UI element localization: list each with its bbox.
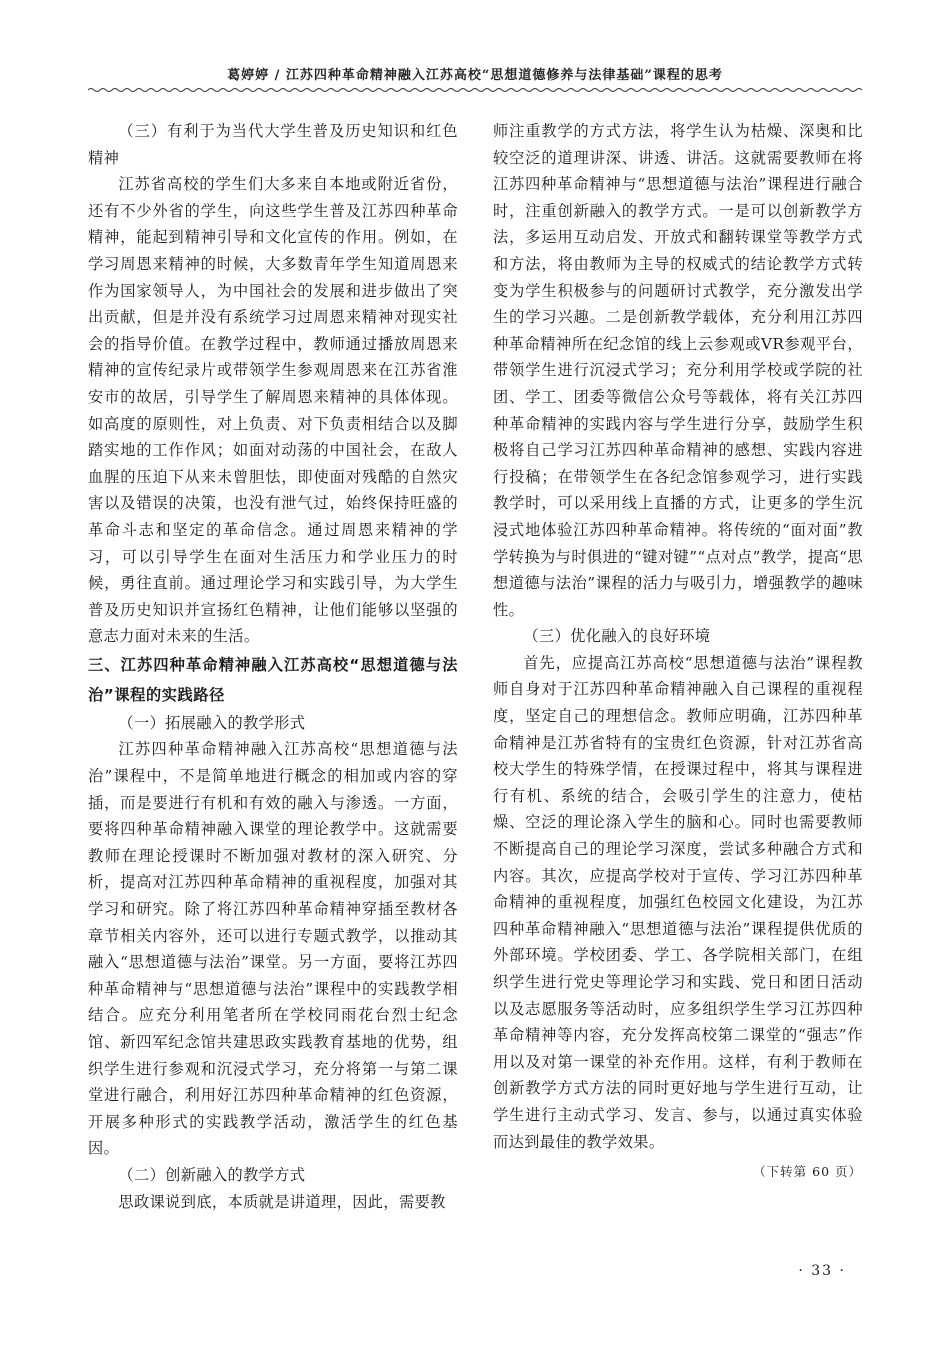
paragraph: 江苏省高校的学生们大多来自本地或附近省份，还有不少外省的学生，向这些学生普及江苏四种革命精神，能起到精神引导和文化宣传的作用。例如，在学习周恩来精神的时候，大多数青年学生知道周恩来作为国家领导人，为中国社会的发展和进步做出了突出贡献，但是并没有系统学习过周恩来精神对现实社会的指导价值。在教学过程中，教师通过播放周恩来精神的宣传纪录片或带领学生参观周恩来在江苏省淮安市的故居，引导学生了解周恩来精神的具体体现。如高度的原则性，对上负责、对下负责相结合以及脚踏实地的工作作风；如面对动荡的中国社会，在敌人血腥的压迫下从来未曾胆怯，即使面对残酷的自然灾害以及错误的决策，也没有泄气过，始终保持旺盛的革命斗志和坚定的革命信念。通过周恩来精神的学习，可以引导学生在面对生活压力和学业压力的时候，勇往直前。通过理论学习和实践引导，为大学生普及历史知识并宣扬红色精神，让他们能够以坚强的意志力面对未来的生活。 — [88, 175, 458, 646]
page-number: · 33 · — [798, 1263, 846, 1279]
paragraph-continued: 师注重教学的方式方法，将学生认为枯燥、深奥和比较空泛的道理讲深、讲透、讲活。这就需要教师在将江苏四种革命精神与“思想道德与法治”课程进行融合时，注重创新融入的教学方式。一是可以创新教学方法，多运用互动启发、开放式和翻转课堂等教学方式和方法，将由教师为主导的权威式的结论教学方式转变为学生积极参与的问题研讨式教学，充分激发出学生的学习兴趣。二是创新教学载体，充分利用江苏四种革命精神所在纪念馆的线上云参观或VR参观平台，带领学生进行沉浸式学习；充分利用学校或学院的社团、学工、团委等微信公众号等载体，将有关江苏四种革命精神的实践内容与学生进行分享，鼓励学生积极将自己学习江苏四种革命精神的感想、实践内容进行投稿；在带领学生在各纪念馆参观学习，进行实践教学时，可以采用线上直播的方式，让更多的学生沉浸式地体验江苏四种革命精神。将传统的“面对面”教学转换为与时俱进的“键对键”“点对点”教学，提高“思想道德与法治”课程的活力与吸引力，增强教学的趣味性。 — [493, 122, 863, 619]
running-header: 葛婷婷 / 江苏四种革命精神融入江苏高校“思想道德修养与法律基础”课程的思考 — [227, 68, 723, 83]
subsection-heading-3b: （三）优化融入的良好环境 — [523, 627, 711, 646]
right-column — [493, 118, 863, 1155]
left-column — [88, 118, 458, 1215]
subsection-heading-1: （一）拓展融入的教学形式 — [118, 713, 306, 732]
subsection-heading-2: （二）创新融入的教学方式 — [118, 1165, 306, 1184]
paragraph: 江苏四种革命精神融入江苏高校“思想道德与法治”课程中，不是简单地进行概念的相加或内容的穿插，而是要进行有机和有效的融入与渗透。一方面，要将四种革命精神融入课堂的理论教学中。这就需要教师在理论授课时不断加强对教材的深入研究、分析，提高对江苏四种革命精神的重视程度，加强对其学习和研究。除了将江苏四种革命精神穿插至教材各章节相关内容外，还可以进行专题式教学，以推动其融入“思想道德与法治”课堂。另一方面，要将江苏四种革命精神与“思想道德与法治”课程中的实践教学相结合。应充分利用笔者所在学校同雨花台烈士纪念馆、新四军纪念馆共建思政实践教育基地的优势，组织学生进行参观和沉浸式学习，充分将第一与第二课堂进行融合，利用好江苏四种革命精神的红色资源，开展多种形式的实践教学活动，激活学生的红色基因。 — [88, 740, 458, 1158]
section-title: 三、江苏四种革命精神融入江苏高校“思想道德与法治”课程的实践路径 — [88, 655, 458, 704]
subsection-heading-3: （三）有利于为当代大学生普及历史知识和红色精神 — [88, 122, 458, 167]
continued-note: （下转第 60 页） — [753, 1164, 862, 1179]
paragraph: 首先，应提高江苏高校“思想道德与法治”课程教师自身对于江苏四种革命精神融入自己课程的重视程度，坚定自己的理想信念。教师应明确，江苏四种革命精神是江苏省特有的宝贵红色资源，针对江苏省高校大学生的特殊学情，在授课过程中，将其与课程进行有机、系统的结合，会吸引学生的注意力，使枯燥、空泛的理论涤入学生的脑和心。同时也需要教师不断提高自己的理论学习深度，尝试多种融合方式和内容。其次，应提高学校对于宣传、学习江苏四种革命精神的重视程度，加强红色校园文化建设，为江苏四种革命精神融入“思想道德与法治”课程提供优质的外部环境。学校团委、学工、各学院相关部门，在组织学生进行党史等理论学习和实践、党日和团日活动以及志愿服务等活动时，应多组织学生学习江苏四种革命精神等内容，充分发挥高校第二课堂的“强志”作用以及对第一课堂的补充作用。这样，有利于教师在创新教学方式方法的同时更好地与学生进行互动，让学生进行主动式学习、发言、参与，以通过真实体验而达到最佳的教学效果。 — [493, 653, 863, 1151]
paragraph: 思政课说到底，本质就是讲道理，因此，需要教 — [118, 1192, 446, 1211]
header-wavy-rule — [88, 86, 862, 94]
